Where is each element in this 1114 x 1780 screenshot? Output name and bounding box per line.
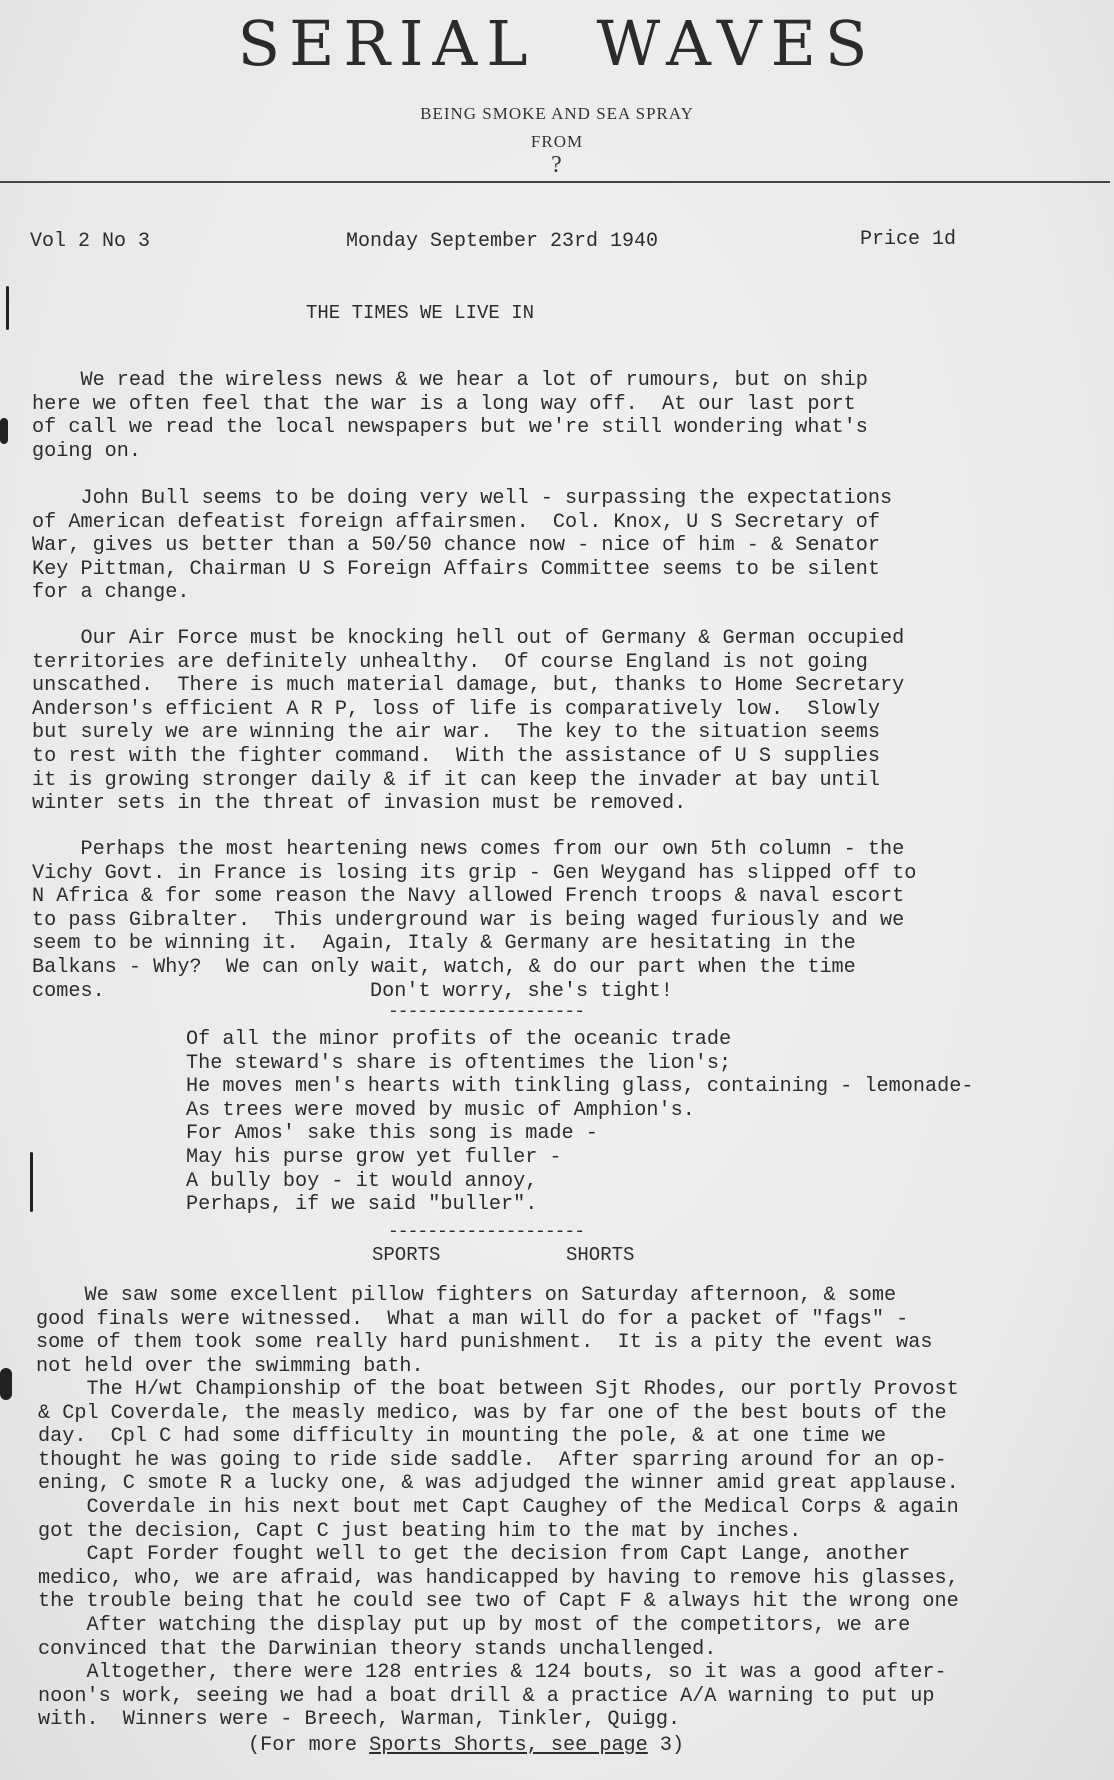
binding-hole-mark [30,1152,33,1212]
issue-volume: Vol 2 No 3 [30,230,151,253]
sports-heading-left: SPORTS [372,1244,441,1266]
footnote-open: (For more [248,1734,370,1757]
masthead-question-mark: ? [551,152,563,178]
masthead-rule [0,181,1110,183]
binding-hole-mark [0,418,8,444]
masthead-title-left: SERIAL [237,7,537,80]
article-paragraph: Perhaps the most heartening news comes from our own 5th column - the Vichy Govt. in France is losing its grip - Gen Weygand has slipped off to N Africa & for some reason the Navy allowed French troops & naval escort to pass Gibralter. This underground war is being waged furiously and we seem to be winning it. Again, Italy & Germany are hesitating in the Balkans - Why? We can only wait, watch, & do our part when the time comes. [32,838,917,1003]
footnote-reference: Sports Shorts, see page [369,1734,648,1757]
section-divider: -------------------- [388,1002,585,1022]
section-divider: -------------------- [388,1222,585,1242]
article-paragraph: John Bull seems to be doing very well - surpassing the expectations of American defeatist foreign affairsmen. Col. Knox, U S Secretary of War, gives us better than a 50/50 chance now - nice of him - & Senator Key Pittman, Chairman U S Foreign Affairs Committee seems to be silent for a change. [32,487,893,605]
binding-hole-mark [0,1368,12,1400]
sports-footnote [248,1734,684,1757]
masthead-subtitle-from: FROM [530,132,584,151]
masthead-subtitle: BEING SMOKE AND SEA SPRAY [420,104,694,123]
poem-verse: Of all the minor profits of the oceanic trade The steward's share is oftentimes the lion's; He moves men's hearts with tinkling glass, containing - lemonade- As trees were moved by music of Amphion's. For Amos' sake this song is made - May his purse grow yet fuller - A bully boy - it would annoy, Perhaps, if we said "buller". [186,1028,974,1217]
binding-hole-mark [6,286,9,330]
sports-paragraph: We saw some excellent pillow fighters on Saturday afternoon, & some good finals were witnessed. What a man will do for a packet of "fags" - some of them took some really hard punishment. It is a pity the event was not held over the swimming bath. [36,1284,933,1378]
article-paragraph: We read the wireless news & we hear a lot of rumours, but on ship here we often feel that the war is a long way off. At our last port of call we read the local newspapers but we're still wondering what's going on. [32,369,868,463]
masthead-title-right: WAVES [596,7,877,80]
issue-price: Price 1d [860,228,957,251]
issue-date: Monday September 23rd 1940 [346,230,659,253]
article-heading: THE TIMES WE LIVE IN [306,302,535,324]
sports-paragraph: The H/wt Championship of the boat between Sjt Rhodes, our portly Provost & Cpl Coverdale, the measly medico, was by far one of the best bouts of the day. Cpl C had some difficulty in mounting the pole, & at one time we thought he was going to ride side saddle. After sparring around for an op- ening, C smote R a lucky one, & was adjudged the winner amid great applause. Coverdale in his next bout met Capt Caughey of the Medical Corps & again got the decision, Capt C just beating him to the mat by inches. Capt Forder fought well to get the decision from Capt Lange, another medico, who, we are afraid, was handicapped by having to remove his glasses, the trouble being that he could see two of Capt F & always hit the wrong one After watching the display put up by most of the competitors, we are convinced that the Darwinian theory stands unchallenged. Altogether, there were 128 entries & 124 bouts, so it was a good after- noon's work, seeing we had a boat drill & a practice A/A warning to put up with. Winners were - Breech, Warman, Tinkler, Quigg. [38,1378,959,1732]
article-paragraph: Our Air Force must be knocking hell out of Germany & German occupied territories are definitely unhealthy. Of course England is not going unscathed. There is much material damage, but, thanks to Home Secretary Anderson's efficient A R P, loss of life is comparatively low. Slowly but surely we are winning the air war. The key to the situation seems to rest with the fighter command. With the assistance of U S supplies it is growing stronger daily & if it can keep the invader at bay until winter sets in the threat of invasion must be removed. [32,627,905,816]
footnote-close: 3) [647,1734,685,1757]
masthead-title [0,8,1114,80]
poem-title: Don't worry, she's tight! [370,980,673,1003]
sports-heading-right: SHORTS [566,1244,635,1266]
